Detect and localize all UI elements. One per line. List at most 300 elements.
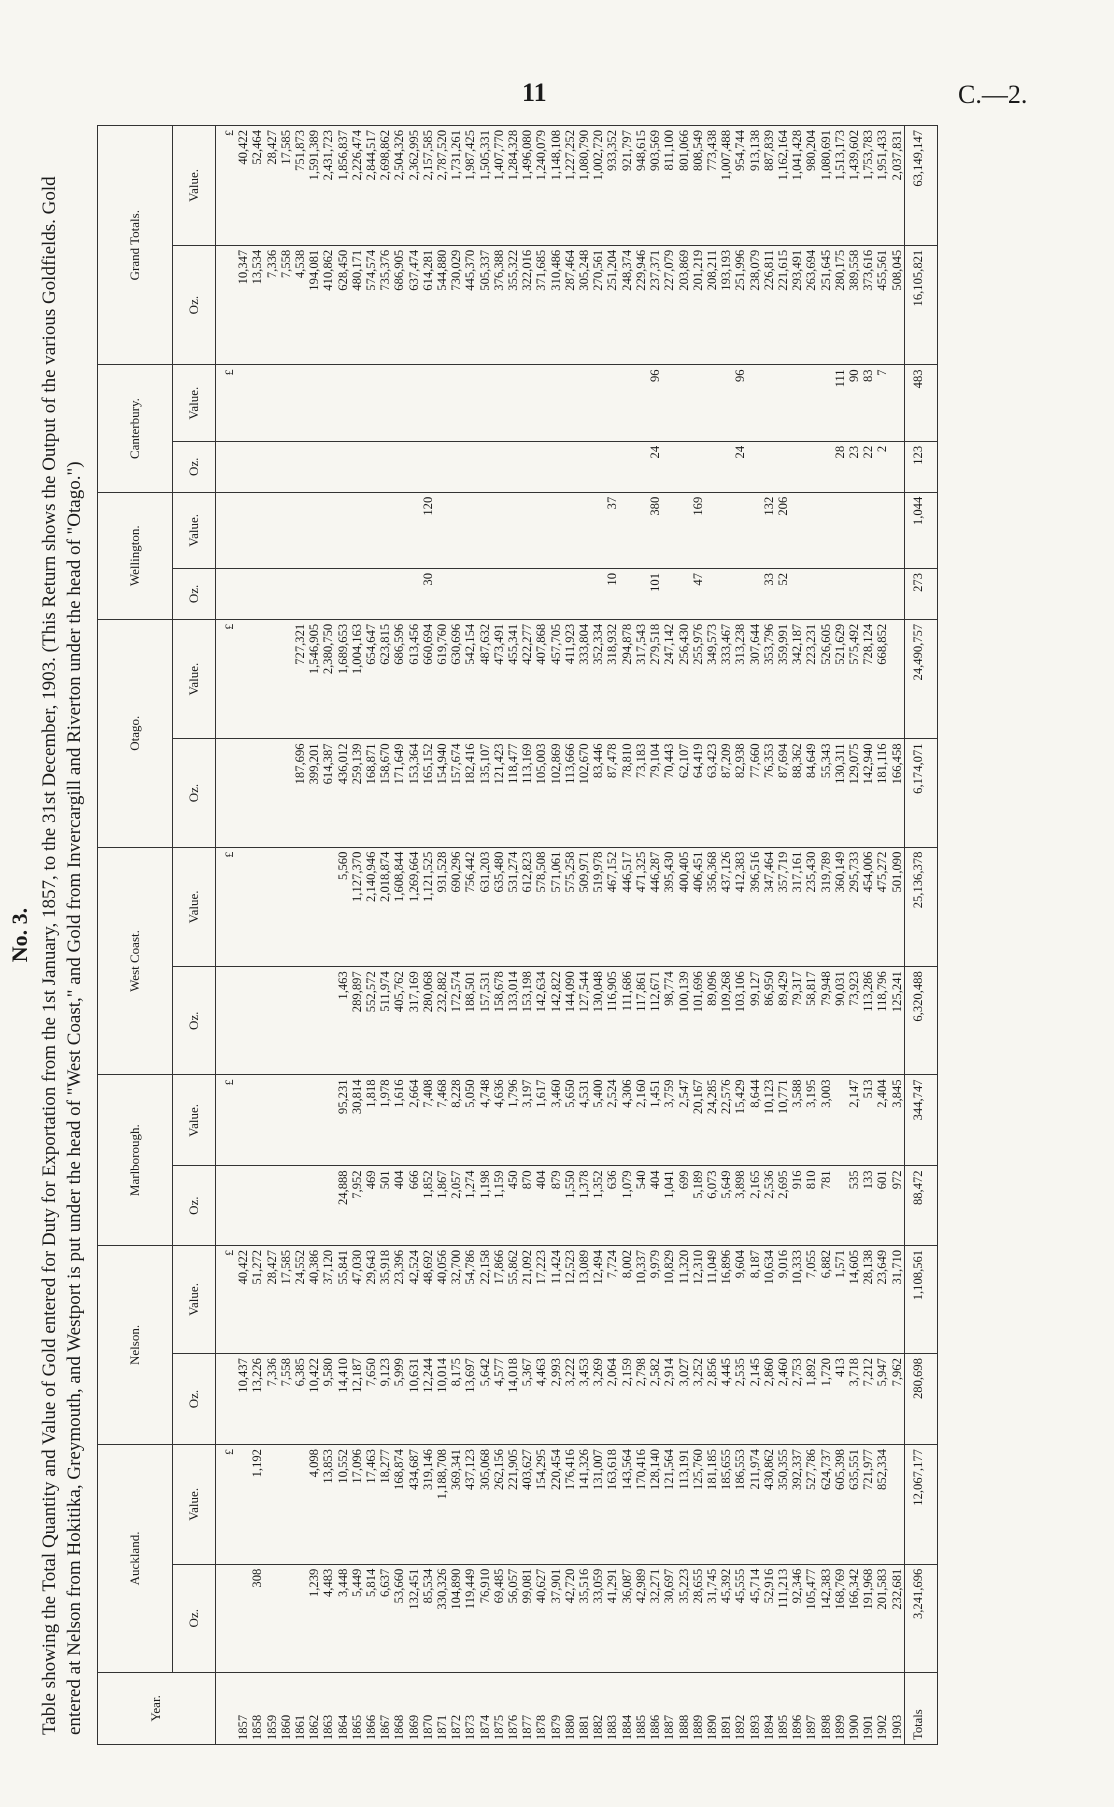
year-cell: 1894 [762,1672,776,1744]
value-cell: 921,797 [620,126,634,246]
value-cell: 52,464 [250,126,264,246]
total-cell: 273 [904,568,937,619]
value-cell: 686,596 [392,619,406,739]
value-cell [677,365,691,441]
oz-cell: 5,449 [350,1564,364,1672]
table-row [577,126,591,1745]
oz-cell: 33,059 [591,1564,605,1672]
year-cell: 1880 [563,1672,577,1744]
value-cell [634,365,648,441]
oz-cell: 4,463 [534,1354,548,1445]
oz-cell: 7,558 [279,1354,293,1445]
oz-cell: 87,694 [776,739,790,847]
oz-cell: 101 [648,568,662,619]
value-cell: 40,422 [236,126,250,246]
value-cell [719,365,733,441]
table-row [293,126,307,1745]
value-cell: 17,585 [279,126,293,246]
oz-cell: 208,211 [705,245,719,365]
oz-cell: 730,029 [449,245,463,365]
value-cell: 2,404 [875,1075,889,1166]
value-cell [421,365,435,441]
value-cell [463,365,477,441]
value-cell [236,1075,250,1166]
value-cell: 30,814 [350,1075,364,1166]
value-cell: 5,050 [463,1075,477,1166]
value-cell: 131,007 [591,1445,605,1565]
value-cell: 887,839 [762,126,776,246]
table-row [819,126,833,1745]
table-row [392,126,406,1745]
value-cell [336,492,350,568]
value-cell: 913,138 [748,126,762,246]
year-cell: 1887 [662,1672,676,1744]
oz-cell: 105,003 [534,739,548,847]
oz-cell: 3,027 [677,1354,691,1445]
value-cell: 22,576 [719,1075,733,1166]
oz-cell: 2,860 [762,1354,776,1445]
region-header-auckland: Auckland. [98,1445,173,1673]
oz-cell [804,568,818,619]
oz-cell: 24 [648,441,662,492]
oz-cell: 142,634 [534,967,548,1075]
oz-cell [719,441,733,492]
value-cell [890,619,905,739]
value-cell [506,365,520,441]
oz-cell: 8,175 [449,1354,463,1445]
oz-cell: 64,419 [691,739,705,847]
value-cell: 11,424 [549,1245,563,1353]
oz-cell: 6,073 [705,1166,719,1246]
value-cell: 980,204 [804,126,818,246]
value-cell: 170,416 [634,1445,648,1565]
value-cell: 352,334 [591,619,605,739]
value-cell: 668,852 [875,619,889,739]
oz-cell: 30 [421,568,435,619]
oz-cell [307,1166,321,1246]
oz-cell: 469 [364,1166,378,1246]
oz-cell: 404 [648,1166,662,1246]
value-cell [478,365,492,441]
value-cell: 3,460 [549,1075,563,1166]
oz-cell [321,1166,335,1246]
oz-cell: 30,697 [662,1564,676,1672]
value-cell: 40,422 [236,1245,250,1353]
oz-cell: 133,014 [506,967,520,1075]
oz-cell: 308 [250,1564,264,1672]
value-cell: 4,306 [620,1075,634,1166]
value-cell [634,492,648,568]
oz-cell: 168,871 [364,739,378,847]
value-cell: 513 [861,1075,875,1166]
oz-cell: 135,107 [478,739,492,847]
oz-cell: 7,212 [861,1354,875,1445]
oz-cell: 87,209 [719,739,733,847]
year-cell: 1864 [336,1672,350,1744]
value-cell [293,847,307,967]
year-cell: 1868 [392,1672,406,1744]
oz-cell: 7,952 [350,1166,364,1246]
value-cell [847,492,861,568]
value-cell [293,365,307,441]
oz-cell: 371,685 [534,245,548,365]
oz-cell: 84,649 [804,739,818,847]
oz-cell: 535 [847,1166,861,1246]
year-cell: 1899 [833,1672,847,1744]
value-cell [236,492,250,568]
value-cell [819,492,833,568]
value-cell [662,365,676,441]
table-row [847,126,861,1745]
oz-cell: 85,534 [421,1564,435,1672]
value-cell [250,492,264,568]
oz-cell: 628,450 [336,245,350,365]
value-cell: 17,096 [350,1445,364,1565]
value-header: Value. [173,847,216,967]
year-cell: 1860 [279,1672,293,1744]
value-cell: 619,760 [435,619,449,739]
value-cell: 235,430 [804,847,818,967]
total-cell: 63,149,147 [904,126,937,246]
value-cell: 7,408 [421,1075,435,1166]
oz-cell [833,568,847,619]
oz-cell: 601 [875,1166,889,1246]
oz-cell: 45,714 [748,1564,762,1672]
value-cell: 631,203 [478,847,492,967]
value-header: Value. [173,619,216,739]
table-row [691,126,705,1745]
value-cell: 369,341 [449,1445,463,1565]
value-cell: 471,325 [634,847,648,967]
value-cell: 353,796 [762,619,776,739]
year-cell: 1861 [293,1672,307,1744]
value-cell [890,1445,905,1565]
oz-cell [307,967,321,1075]
value-cell: 9,979 [648,1245,662,1353]
oz-cell: 10,014 [435,1354,449,1445]
oz-cell: 182,416 [463,739,477,847]
oz-cell [265,739,279,847]
value-cell: 48,692 [421,1245,435,1353]
unit-cell [216,1354,237,1445]
value-cell [705,492,719,568]
oz-cell: 9,580 [321,1354,335,1445]
table-row [776,126,790,1745]
oz-cell: 142,940 [861,739,875,847]
year-cell: 1875 [492,1672,506,1744]
oz-header: Oz. [173,568,216,619]
oz-cell: 2,582 [648,1354,662,1445]
oz-cell: 1,378 [577,1166,591,1246]
value-cell [307,847,321,967]
oz-cell [435,441,449,492]
oz-cell: 2,165 [748,1166,762,1246]
value-cell: 3,197 [520,1075,534,1166]
value-cell: 2,844,517 [364,126,378,246]
oz-cell: 280,175 [833,245,847,365]
oz-cell: 63,423 [705,739,719,847]
table-row [435,126,449,1745]
region-header-marlborough: Marlborough. [98,1075,173,1245]
value-cell: 1,227,252 [563,126,577,246]
value-cell: 51,272 [250,1245,264,1353]
oz-cell: 83,446 [591,739,605,847]
oz-cell: 501 [378,1166,392,1246]
value-cell: 605,398 [833,1445,847,1565]
value-cell: 630,696 [449,619,463,739]
oz-cell: 157,674 [449,739,463,847]
value-cell [449,492,463,568]
value-cell: 28,427 [265,126,279,246]
value-cell: 1,284,328 [506,126,520,246]
oz-cell: 79,317 [790,967,804,1075]
oz-cell: 404 [534,1166,548,1246]
value-cell: 4,098 [307,1445,321,1565]
oz-cell: 5,367 [520,1354,534,1445]
value-cell [577,365,591,441]
oz-cell: 9,123 [378,1354,392,1445]
value-cell [890,365,905,441]
table-row [748,126,762,1745]
oz-cell: 4,483 [321,1564,335,1672]
table-row [449,126,463,1745]
table-row [307,126,321,1745]
total-cell: 1,108,561 [904,1245,937,1353]
table-row [662,126,676,1745]
value-cell: 12,523 [563,1245,577,1353]
oz-cell: 2,064 [605,1354,619,1445]
value-cell [534,492,548,568]
oz-cell: 6,385 [293,1354,307,1445]
table-row [336,126,350,1745]
oz-cell: 201,583 [875,1564,889,1672]
value-cell: 933,352 [605,126,619,246]
oz-cell: 89,429 [776,967,790,1075]
value-cell [435,365,449,441]
oz-cell [875,568,889,619]
value-cell: 1,080,790 [577,126,591,246]
oz-cell: 36,087 [620,1564,634,1672]
oz-cell: 100,139 [677,967,691,1075]
value-cell: 333,804 [577,619,591,739]
value-cell: 400,405 [677,847,691,967]
oz-cell: 79,948 [819,967,833,1075]
total-cell: 6,174,071 [904,739,937,847]
oz-cell: 121,423 [492,739,506,847]
oz-cell: 2 [875,441,889,492]
oz-cell: 5,814 [364,1564,378,1672]
value-cell: 2,698,862 [378,126,392,246]
oz-cell [890,441,905,492]
totals-row [904,126,937,1745]
oz-cell: 130,311 [833,739,847,847]
year-cell: 1881 [577,1672,591,1744]
value-cell: 360,149 [833,847,847,967]
oz-cell: 129,075 [847,739,861,847]
oz-cell: 24,888 [336,1166,350,1246]
year-cell: 1895 [776,1672,790,1744]
value-cell: 756,442 [463,847,477,967]
value-cell [293,1075,307,1166]
total-cell: 25,136,378 [904,847,937,967]
year-cell: 1858 [250,1672,264,1744]
unit-cell [216,1166,237,1246]
value-cell: 305,068 [478,1445,492,1565]
table-row [620,126,634,1745]
oz-cell: 6,637 [378,1564,392,1672]
value-cell: 7,468 [435,1075,449,1166]
oz-cell: 1,867 [435,1166,449,1246]
oz-cell [250,1166,264,1246]
oz-cell [847,568,861,619]
oz-cell: 23 [847,441,861,492]
year-cell: 1863 [321,1672,335,1744]
value-cell [478,492,492,568]
oz-cell: 99,081 [520,1564,534,1672]
oz-cell [279,1166,293,1246]
oz-cell: 168,769 [833,1564,847,1672]
oz-cell: 404 [392,1166,406,1246]
oz-cell [662,568,676,619]
table-row [407,126,421,1745]
value-cell [520,365,534,441]
oz-cell: 305,248 [577,245,591,365]
value-cell: 333,467 [719,619,733,739]
oz-cell: 2,695 [776,1166,790,1246]
oz-cell: 153,198 [520,967,534,1075]
region-header-row [98,126,173,1745]
value-cell: 28,427 [265,1245,279,1353]
oz-cell: 614,281 [421,245,435,365]
table-row [804,126,818,1745]
value-cell: 948,615 [634,126,648,246]
oz-cell [634,568,648,619]
value-cell: 313,238 [733,619,747,739]
oz-cell: 32,271 [648,1564,662,1672]
value-cell: 40,386 [307,1245,321,1353]
oz-cell: 2,753 [790,1354,804,1445]
value-cell: 9,016 [776,1245,790,1353]
value-cell [549,365,563,441]
value-header: Value. [173,1445,216,1565]
oz-cell: 879 [549,1166,563,1246]
value-cell [336,365,350,441]
table-row [279,126,293,1745]
oz-cell: 105,477 [804,1564,818,1672]
oz-cell: 10 [605,568,619,619]
value-cell: 635,551 [847,1445,861,1565]
value-cell: 446,517 [620,847,634,967]
oz-cell: 142,383 [819,1564,833,1672]
table-row [492,126,506,1745]
value-cell [321,847,335,967]
year-cell: 1883 [605,1672,619,1744]
value-cell: 319,146 [421,1445,435,1565]
table-row [534,126,548,1745]
year-cell: 1898 [819,1672,833,1744]
oz-cell: 102,670 [577,739,591,847]
value-cell: 575,492 [847,619,861,739]
value-cell: 8,228 [449,1075,463,1166]
oz-cell [435,568,449,619]
oz-cell: 22 [861,441,875,492]
value-cell: 294,878 [620,619,634,739]
total-cell: 16,105,821 [904,245,937,365]
value-cell: 1,616 [392,1075,406,1166]
oz-cell: 79,104 [648,739,662,847]
value-cell [236,847,250,967]
value-cell [236,1445,250,1565]
oz-cell: 373,616 [861,245,875,365]
oz-cell: 259,139 [350,739,364,847]
oz-cell: 405,762 [392,967,406,1075]
value-cell: 1,148,108 [549,126,563,246]
value-cell: 811,100 [662,126,676,246]
value-cell: 392,337 [790,1445,804,1565]
value-cell [350,365,364,441]
oz-cell [819,441,833,492]
oz-cell: 132,451 [407,1564,421,1672]
value-cell: 318,932 [605,619,619,739]
oz-cell: 238,079 [748,245,762,365]
value-cell [804,365,818,441]
value-cell: 519,978 [591,847,605,967]
value-cell [250,847,264,967]
value-header: Value. [173,1075,216,1166]
table-row [563,126,577,1745]
unit-row [216,126,237,1745]
value-cell [250,1075,264,1166]
value-cell [407,492,421,568]
oz-header: Oz. [173,967,216,1075]
value-cell: 1,818 [364,1075,378,1166]
page-reference: C.—2. [958,80,1028,109]
value-cell: 40,056 [435,1245,449,1353]
oz-cell: 142,822 [549,967,563,1075]
table-row [719,126,733,1745]
value-header: Value. [173,365,216,441]
value-cell [307,365,321,441]
oz-cell: 10,631 [407,1354,421,1445]
value-cell: 17,585 [279,1245,293,1353]
oz-cell: 5,947 [875,1354,889,1445]
value-cell: 1,007,488 [719,126,733,246]
value-cell: 430,862 [762,1445,776,1565]
value-cell: 307,644 [748,619,762,739]
value-cell [776,365,790,441]
region-header-canterbury: Canterbury. [98,365,173,492]
oz-cell [861,568,875,619]
oz-cell: 229,946 [634,245,648,365]
value-cell: 96 [648,365,662,441]
value-cell: 96 [733,365,747,441]
oz-cell [819,568,833,619]
value-cell [250,619,264,739]
oz-cell: 35,516 [577,1564,591,1672]
value-cell: 2,431,723 [321,126,335,246]
table-row [506,126,520,1745]
value-cell: 852,334 [875,1445,889,1565]
oz-cell [662,441,676,492]
value-cell: 132 [762,492,776,568]
oz-cell: 2,798 [634,1354,648,1445]
oz-cell: 310,486 [549,245,563,365]
oz-cell: 289,897 [350,967,364,1075]
oz-cell [293,441,307,492]
value-cell: 1,192 [250,1445,264,1565]
value-cell: 10,337 [634,1245,648,1353]
value-cell: 1,689,653 [336,619,350,739]
